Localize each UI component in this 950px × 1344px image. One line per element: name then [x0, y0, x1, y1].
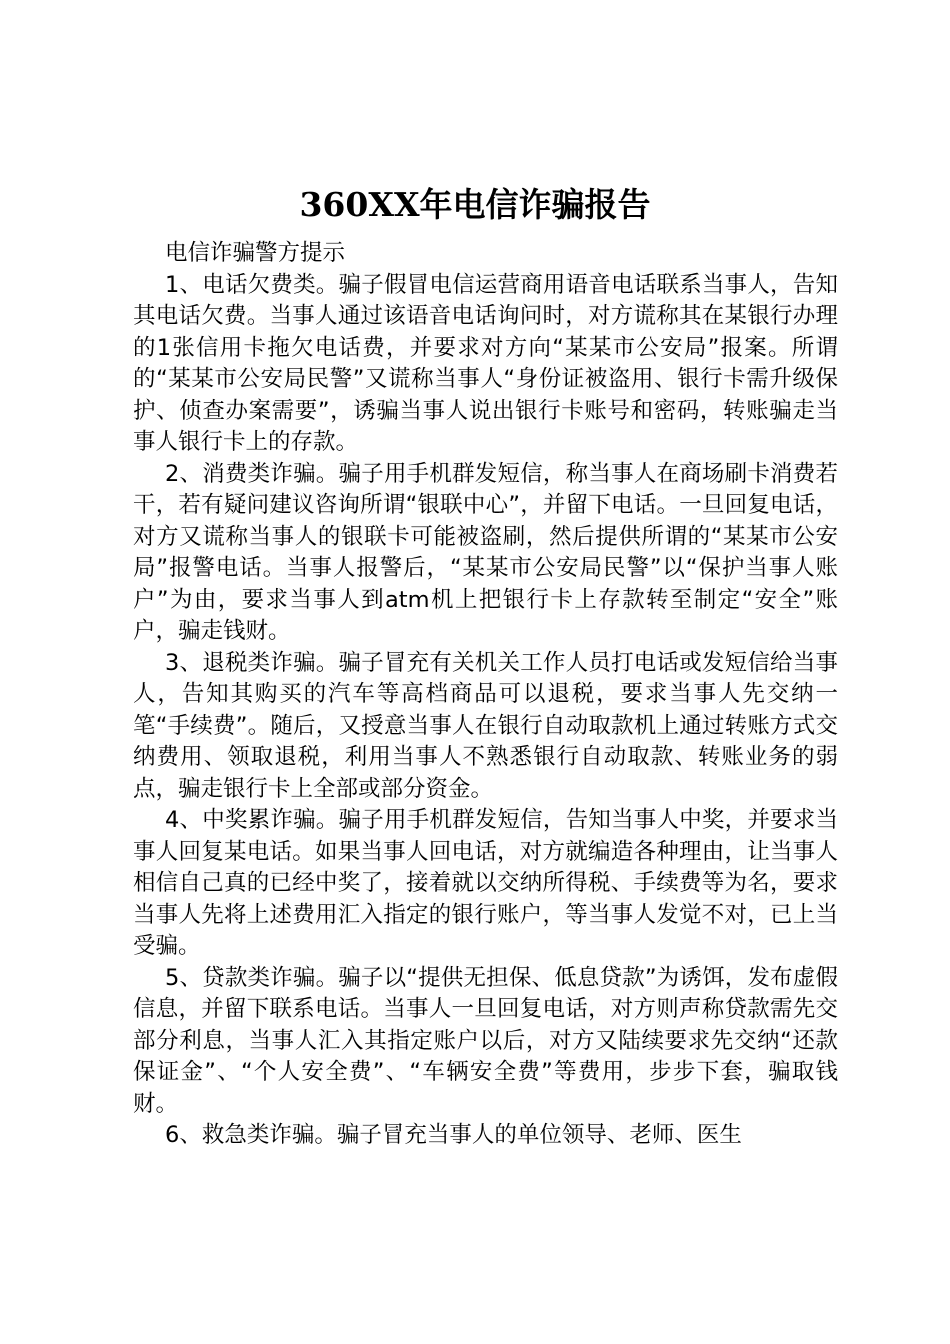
- paragraph-loan-fraud: 5、贷款类诈骗。骗子以“提供无担保、低息贷款”为诱饵，发布虚假信息，并留下联系电话。当事人一旦回复电话，对方则声称贷款需先交部分利息，当事人汇入其指定账户以后，对方又陆续要求先交纳“还款保证金”、“个人安全费”、“车辆安全费”等费用，步步下套，骗取钱财。: [133, 964, 838, 1117]
- section-subheading: 电信诈骗警方提示: [165, 240, 346, 266]
- paragraph-prize-fraud: 4、中奖累诈骗。骗子用手机群发短信，告知当事人中奖，并要求当事人回复某电话。如果当事人回电话，对方就编造各种理由，让当事人相信自己真的已经中奖了，接着就以交纳所得税、手续费等为名，要求当事人先将上述费用汇入指定的银行账户，等当事人发觉不对，已上当受骗。: [133, 807, 838, 959]
- paragraph-consumption-fraud: 2、消费类诈骗。骗子用手机群发短信，称当事人在商场刷卡消费若干，若有疑问建议咨询所谓“银联中心”，并留下电话。一旦回复电话，对方又谎称当事人的银联卡可能被盗刷，然后提供所谓的“某某市公安局”报警电话。当事人报警后，“某某市公安局民警”以“保护当事人账户”为由，要求当事人到atm机上把银行卡上存款转至制定“安全”账户，骗走钱财。: [133, 460, 838, 644]
- document-body: [133, 238, 838, 1152]
- paragraph-tax-refund-fraud: 3、退税类诈骗。骗子冒充有关机关工作人员打电话或发短信给当事人，告知其购买的汽车等高档商品可以退税，要求当事人先交纳一笔“手续费”。随后，又授意当事人在银行自动取款机上通过转账方式交纳费用、领取退税，利用当事人不熟悉银行自动取款、转账业务的弱点，骗走银行卡上全部或部分资金。: [133, 649, 838, 802]
- paragraph-emergency-fraud: 6、救急类诈骗。骗子冒充当事人的单位领导、老师、医生: [165, 1122, 742, 1148]
- paragraph-phone-arrears: 1、电话欠费类。骗子假冒电信运营商用语音电话联系当事人，告知其电话欠费。当事人通过该语音电话询问时，对方谎称其在某银行办理的1张信用卡拖欠电话费，并要求对方向“某某市公安局”报案。所谓的“某某市公安局民警”又谎称当事人“身份证被盗用、银行卡需升级保护、侦查办案需要”，诱骗当事人说出银行卡账号和密码，转账骗走当事人银行卡上的存款。: [133, 271, 838, 455]
- document-title: 360XX年电信诈骗报告: [299, 185, 651, 224]
